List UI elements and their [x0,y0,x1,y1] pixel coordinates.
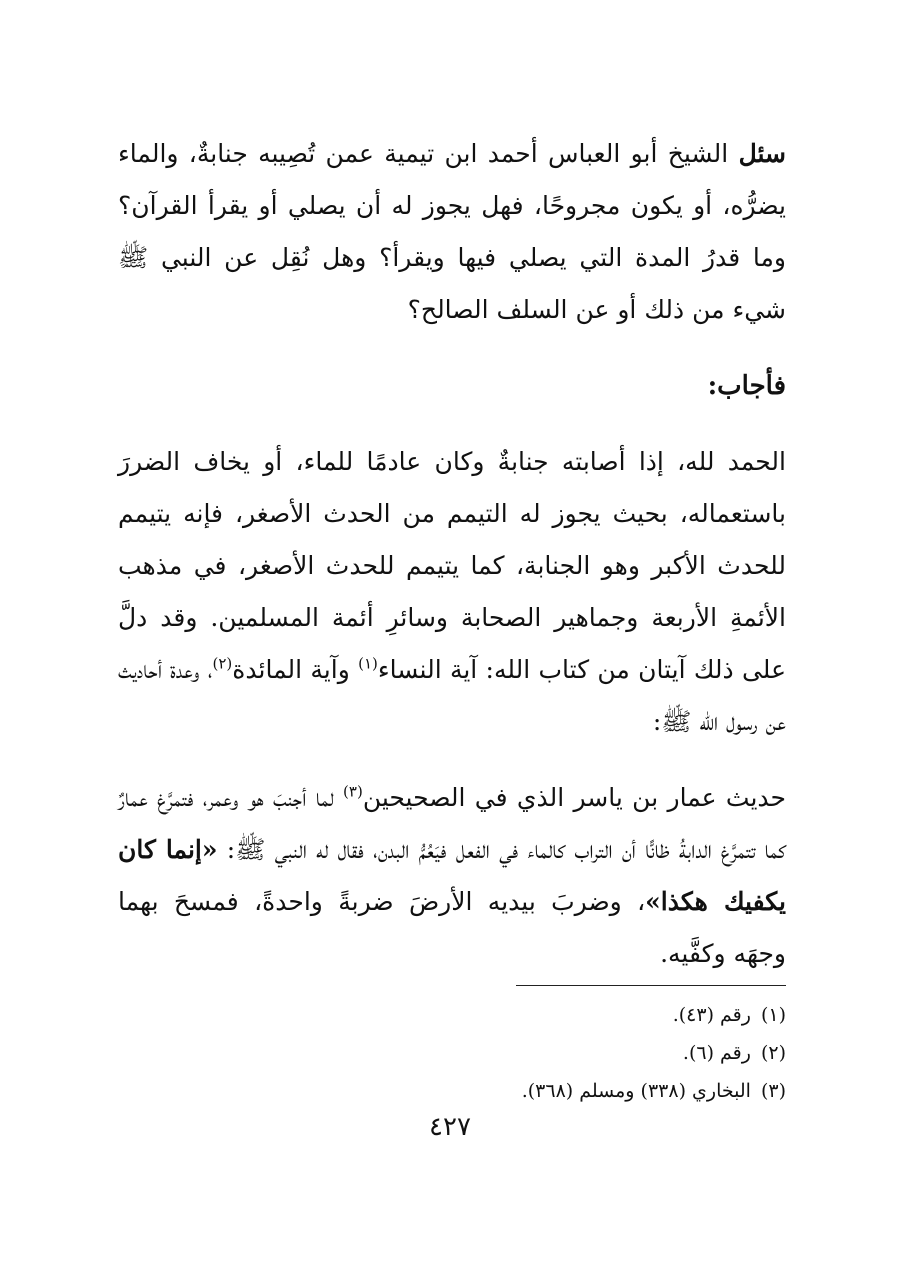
answer-text-2: وآية المائدة [232,655,359,684]
question-lead: سئل [738,139,786,168]
footnote-ref-3[interactable]: (٣) [343,782,363,801]
question-paragraph [118,128,786,336]
hadith-quote: «إنما كان يكفيك هكذا» [118,835,786,916]
footnote-number: (١) [760,1004,786,1026]
footnote-number: (٣) [760,1080,786,1102]
page-number: ٤٢٧ [429,1112,471,1142]
footnote-divider [516,985,786,986]
footnote-1 [286,996,786,1034]
answer-text-3: ، وعدة أحاديث عن رسول الله ﷺ: [118,655,786,736]
footnote-text: البخاري (٣٣٨) ومسلم (٣٦٨). [521,1080,751,1102]
footnote-ref-2[interactable]: (٢) [212,654,233,673]
answer-paragraph [118,436,786,748]
page-body [118,128,786,1004]
footnote-number: (٢) [760,1042,786,1064]
answer-text-1: الحمد لله، إذا أصابته جنابةٌ وكان عادمًا للماء، أو يخاف الضررَ باستعماله، بحيث يجوز له التيمم من الحدث الأصغر، فإنه يتيمم للحدث الأكبر وهو الجنابة، كما يتيمم للحدث الأصغر، في مذهب الأئمةِ الأربعة وجماهير الصحابة وسائرِ أئمة المسلمين. وقد دلَّ على ذلك آيتان من كتاب الله: آية النساء [118,447,786,684]
footnote-ref-1[interactable]: (١) [358,654,378,673]
hadith-paragraph [118,772,786,980]
hadith-text-3: ، وضربَ بيديه الأرضَ ضربةً واحدةً، فمسحَ بهما وجهَه وكفَّيه. [118,887,786,968]
hadith-text-2: لما أجنبَ هو وعمر، فتمرَّغ عمارٌ كما تتمرَّغ الدابةُ ظانًّا أن التراب كالماء في الفعل فيَعُمُّ البدن، فقال له النبي ﷺ: [118,783,786,864]
footnote-text: رقم (٤٣). [672,1004,751,1026]
footnote-3 [286,1072,786,1110]
footnote-2 [286,1034,786,1072]
question-text: الشيخ أبو العباس أحمد ابن تيمية عمن تُصِيبه جنابةٌ، والماء يضرُّه، أو يكون مجروحًا، فهل يجوز له أن يصلي أو يقرأ القرآن؟ وما قدرُ المدة التي يصلي فيها ويقرأ؟ وهل نُقِل عن النبي ﷺ شيء من ذلك أو عن السلف الصالح؟ [118,139,786,324]
hadith-text-1: حديث عمار بن ياسر الذي في الصحيحين [362,783,786,812]
answer-heading: فأجاب: [707,371,786,401]
footnote-text: رقم (٦). [682,1042,751,1064]
footnotes [286,996,786,1110]
